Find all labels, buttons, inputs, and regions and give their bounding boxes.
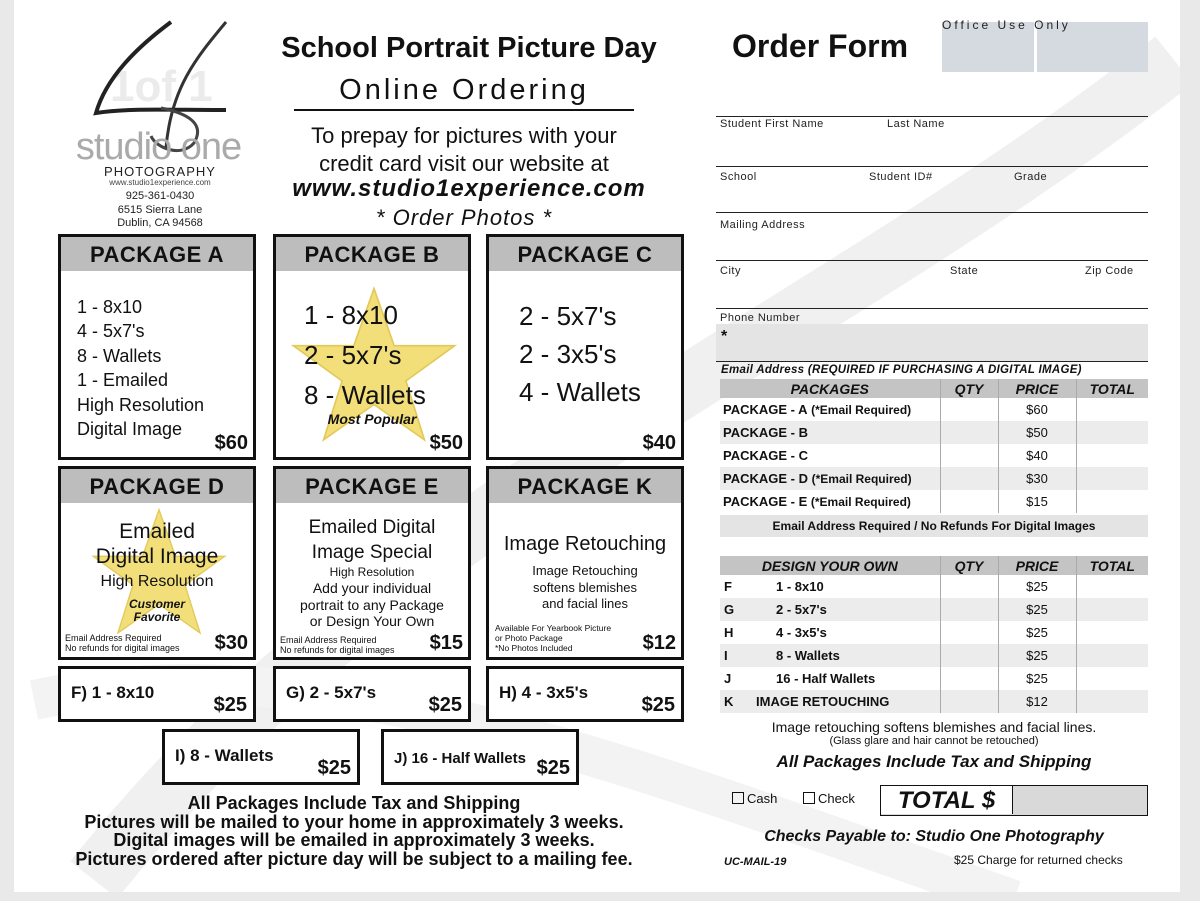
shipping-notes	[54, 794, 654, 868]
package-e-card[interactable]	[273, 466, 471, 660]
order-sheet	[14, 0, 1180, 892]
table-row	[720, 690, 1148, 713]
col-header: QTY	[940, 379, 998, 398]
shipping-line: Pictures will be mailed to your home in approximately 3 weeks.	[84, 811, 624, 832]
item-name: 2 - 5x7's	[776, 602, 827, 617]
total-cell[interactable]	[1076, 490, 1148, 513]
order-photos-text: * Order Photos *	[375, 205, 553, 230]
order-form-title: Order Form	[732, 28, 909, 64]
shipping-line: All Packages Include Tax and Shipping	[187, 793, 521, 813]
package-c-price: $40	[642, 432, 676, 454]
price-cell: $25	[998, 644, 1076, 667]
qty-cell[interactable]	[940, 575, 998, 598]
mailing-address-field[interactable]	[716, 260, 1148, 261]
single-i-price: $25	[317, 757, 351, 779]
tag-line: Favorite	[133, 610, 181, 624]
single-g-price: $25	[428, 694, 462, 716]
shipping-line: Digital images will be emailed in approximately 3 weeks.	[113, 830, 595, 850]
prepay-text	[254, 122, 674, 178]
package-e-line: High Resolution	[329, 565, 415, 579]
total-cell[interactable]	[1076, 467, 1148, 490]
package-a-line: 1 - 8x10	[77, 297, 143, 317]
package-k-price: $12	[642, 632, 676, 654]
most-popular-tag: Most Popular	[327, 411, 417, 427]
package-a-line: High Resolution	[77, 394, 205, 415]
grade-label: Grade	[1014, 171, 1048, 183]
package-c-contents	[519, 297, 641, 411]
package-k-line: Image Retouching	[532, 563, 638, 578]
package-d-card[interactable]	[58, 466, 256, 660]
package-d-title: PACKAGE D	[61, 469, 253, 503]
studio-city: Dublin, CA 94568	[117, 217, 203, 229]
single-h-label: H) 4 - 3x5's	[499, 683, 589, 702]
fine-line: *No Photos Included	[495, 643, 573, 653]
design-your-own-table	[720, 556, 1148, 713]
customer-favorite-tag	[61, 598, 253, 624]
fine-line: or Photo Package	[495, 633, 563, 643]
qty-cell[interactable]	[940, 667, 998, 690]
studio-phone: 925-361-0430	[125, 190, 195, 202]
single-h-price: $25	[641, 694, 675, 716]
item-code: G	[724, 602, 735, 617]
page-title: School Portrait Picture Day	[281, 32, 657, 64]
tag-line: Customer	[128, 597, 185, 611]
studio-street: 6515 Sierra Lane	[117, 203, 203, 216]
item-code: J	[724, 671, 732, 686]
total-cell[interactable]	[1076, 621, 1148, 644]
total-cell[interactable]	[1076, 690, 1148, 713]
total-cell[interactable]	[1076, 421, 1148, 444]
single-i-label: I) 8 - Wallets	[175, 746, 274, 765]
package-k-line: and facial lines	[542, 596, 628, 611]
package-b-line: 1 - 8x10	[304, 300, 398, 330]
package-name: PACKAGE - C	[723, 448, 808, 463]
total-cell[interactable]	[1076, 398, 1148, 421]
package-name: PACKAGE - B	[723, 425, 808, 440]
single-f-price: $25	[213, 694, 247, 716]
qty-cell[interactable]	[940, 644, 998, 667]
table-row	[720, 444, 1148, 467]
prepay-line-2: credit card visit our website at	[319, 151, 609, 176]
single-g-box[interactable]	[273, 666, 471, 722]
package-b-contents	[304, 295, 426, 415]
package-d-line-3: High Resolution	[100, 573, 214, 590]
total-cell[interactable]	[1076, 598, 1148, 621]
retouch-disclaimer: (Glass glare and hair cannot be retouched)	[829, 735, 1039, 747]
package-a-title: PACKAGE A	[61, 237, 253, 271]
fine-line: Email Address Required	[65, 633, 162, 643]
package-b-card[interactable]	[273, 234, 471, 460]
price-cell: $15	[998, 490, 1076, 513]
office-use-label: Office Use Only	[942, 18, 1071, 32]
qty-cell[interactable]	[940, 690, 998, 713]
package-e-line: portrait to any Package	[300, 596, 444, 613]
package-note: (*Email Required)	[811, 472, 912, 486]
shipping-line: Pictures ordered after picture day will be subject to a mailing fee.	[75, 848, 633, 869]
website-link[interactable]: www.studio1experience.com	[292, 175, 646, 202]
price-cell: $12	[998, 690, 1076, 713]
city-label: City	[720, 265, 741, 277]
fine-line: No refunds for digital images	[280, 645, 395, 655]
package-c-card[interactable]	[486, 234, 684, 460]
package-b-title: PACKAGE B	[276, 237, 468, 271]
school-label: School	[720, 171, 757, 183]
phone-field[interactable]	[716, 324, 1148, 362]
table-row	[720, 644, 1148, 667]
total-cell[interactable]	[1076, 667, 1148, 690]
price-cell: $30	[998, 467, 1076, 490]
price-cell: $60	[998, 398, 1076, 421]
package-b-price: $50	[429, 432, 463, 454]
col-header: PACKAGES	[720, 379, 940, 398]
package-e-line: Image Special	[311, 542, 433, 563]
table-row	[720, 398, 1148, 421]
price-cell: $50	[998, 421, 1076, 444]
item-code: K	[724, 694, 734, 709]
name-field[interactable]	[716, 166, 1148, 167]
package-c-line: 2 - 3x5's	[519, 339, 617, 369]
digital-images-note: Email Address Required / No Refunds For Digital Images	[720, 515, 1148, 537]
returned-check-charge: $25 Charge for returned checks	[954, 853, 1123, 867]
package-e-description	[276, 580, 468, 630]
price-cell: $40	[998, 444, 1076, 467]
package-b-line: 2 - 5x7's	[304, 340, 402, 370]
col-header: PRICE	[998, 556, 1076, 575]
qty-cell[interactable]	[940, 444, 998, 467]
online-ordering-heading: Online Ordering	[294, 74, 634, 111]
item-name: IMAGE RETOUCHING	[756, 694, 890, 709]
single-j-label: J) 16 - Half Wallets	[394, 750, 526, 767]
package-c-title: PACKAGE C	[489, 237, 681, 271]
package-d-price: $30	[214, 632, 248, 654]
price-cell: $25	[998, 575, 1076, 598]
package-a-contents	[77, 295, 204, 441]
package-e-title: PACKAGE E	[276, 469, 468, 503]
school-field[interactable]	[716, 212, 1148, 213]
logo-ghost-text: 1of 1	[110, 62, 213, 111]
qty-cell[interactable]	[940, 398, 998, 421]
package-k-fine-print	[495, 623, 611, 653]
cash-checkbox[interactable]	[732, 791, 777, 806]
qty-cell[interactable]	[940, 598, 998, 621]
checks-payable: Checks Payable to: Studio One Photography	[764, 828, 1104, 845]
package-name: PACKAGE - A	[723, 402, 808, 417]
prepay-line-1: To prepay for pictures with your	[311, 123, 617, 148]
packages-table	[720, 379, 1148, 513]
table-row	[720, 575, 1148, 598]
check-checkbox[interactable]	[803, 791, 855, 806]
table-row	[720, 621, 1148, 644]
phone-asterisk: *	[721, 328, 728, 345]
retouch-note: Image retouching softens blemishes and facial lines.	[771, 719, 1097, 735]
package-k-heading: Image Retouching	[503, 533, 667, 555]
table-row	[720, 421, 1148, 444]
package-e-price: $15	[429, 632, 463, 654]
price-cell: $25	[998, 621, 1076, 644]
package-c-line: 2 - 5x7's	[519, 301, 617, 331]
single-j-box[interactable]	[381, 729, 579, 785]
check-label: Check	[818, 791, 855, 806]
qty-cell[interactable]	[940, 467, 998, 490]
total-cell[interactable]	[1076, 444, 1148, 467]
single-h-box[interactable]	[486, 666, 684, 722]
checkbox-icon	[803, 792, 815, 804]
package-d-line-1: Emailed	[119, 520, 195, 543]
qty-cell[interactable]	[940, 421, 998, 444]
package-e-line: or Design Your Own	[309, 613, 435, 629]
package-e-details	[276, 565, 468, 579]
table-row	[720, 490, 1148, 513]
col-header: TOTAL	[1076, 379, 1148, 398]
package-note: (*Email Required)	[810, 495, 911, 509]
single-i-box[interactable]	[162, 729, 360, 785]
package-name: PACKAGE - E	[723, 494, 808, 509]
qty-cell[interactable]	[940, 490, 998, 513]
package-e-heading	[276, 515, 468, 565]
package-a-line: 4 - 5x7's	[77, 321, 145, 342]
package-c-line: 4 - Wallets	[519, 377, 641, 407]
table-row	[720, 467, 1148, 490]
package-a-line: 8 - Wallets	[77, 345, 162, 366]
tax-shipping-note: All Packages Include Tax and Shipping	[776, 752, 1092, 771]
item-name: 8 - Wallets	[776, 648, 840, 663]
package-k-line: softens blemishes	[532, 579, 638, 595]
package-note: (*Email Required)	[811, 403, 912, 417]
col-header: TOTAL	[1076, 556, 1148, 575]
name-line	[716, 116, 1148, 117]
single-f-box[interactable]	[58, 666, 256, 722]
price-cell: $25	[998, 598, 1076, 621]
city-field[interactable]	[716, 308, 1148, 309]
cash-label: Cash	[747, 791, 778, 806]
item-name: 4 - 3x5's	[776, 625, 827, 640]
col-header: PRICE	[998, 379, 1076, 398]
table-row	[720, 598, 1148, 621]
package-k-description	[489, 563, 681, 613]
single-j-price: $25	[536, 757, 570, 779]
item-name: 1 - 8x10	[776, 579, 824, 594]
package-a-line: 1 - Emailed	[77, 370, 169, 391]
col-header: DESIGN YOUR OWN	[720, 556, 940, 575]
total-label: TOTAL $	[881, 786, 1013, 814]
package-k-title: PACKAGE K	[489, 469, 681, 503]
package-name: PACKAGE - D	[723, 471, 808, 486]
mailing-address-label: Mailing Address	[720, 219, 806, 231]
student-id-label: Student ID#	[869, 171, 933, 183]
total-cell[interactable]	[1076, 575, 1148, 598]
total-field[interactable]	[880, 785, 1148, 816]
logo-wordmark: studio one	[75, 126, 242, 168]
logo-subtitle: PHOTOGRAPHY	[104, 164, 216, 179]
package-e-fine-print	[280, 635, 395, 655]
price-cell: $25	[998, 667, 1076, 690]
item-code: H	[724, 625, 734, 640]
package-e-line: Add your individual	[312, 580, 432, 596]
package-e-line: Emailed Digital	[308, 517, 436, 538]
package-d-fine-print	[65, 633, 180, 653]
package-b-line: 8 - Wallets	[304, 380, 426, 410]
email-label: Email Address (REQUIRED IF PURCHASING A DIGITAL IMAGE)	[721, 364, 1082, 376]
col-header: QTY	[940, 556, 998, 575]
single-g-label: G) 2 - 5x7's	[286, 683, 377, 702]
checkbox-icon	[732, 792, 744, 804]
table-row	[720, 667, 1148, 690]
single-f-label: F) 1 - 8x10	[71, 683, 155, 702]
package-a-price: $60	[214, 432, 248, 454]
qty-cell[interactable]	[940, 621, 998, 644]
logo-url: www.studio1experience.com	[109, 178, 211, 187]
first-name-label: Student First Name	[720, 118, 824, 130]
package-a-card[interactable]	[58, 234, 256, 460]
form-code: UC-MAIL-19	[724, 856, 787, 868]
fine-line: No refunds for digital images	[65, 643, 180, 653]
item-code: F	[724, 579, 732, 594]
fine-line: Available For Yearbook Picture	[495, 623, 612, 633]
phone-label: Phone Number	[720, 312, 800, 324]
item-name: 16 - Half Wallets	[776, 671, 876, 686]
studio-address	[70, 190, 250, 231]
package-k-card[interactable]	[486, 466, 684, 660]
item-code: I	[724, 648, 728, 663]
zip-label: Zip Code	[1085, 265, 1134, 277]
state-label: State	[950, 265, 979, 277]
package-d-line-2: Digital Image	[95, 545, 219, 568]
package-a-line: Digital Image	[77, 419, 183, 440]
last-name-label: Last Name	[887, 118, 945, 130]
total-cell[interactable]	[1076, 644, 1148, 667]
fine-line: Email Address Required	[280, 635, 377, 645]
